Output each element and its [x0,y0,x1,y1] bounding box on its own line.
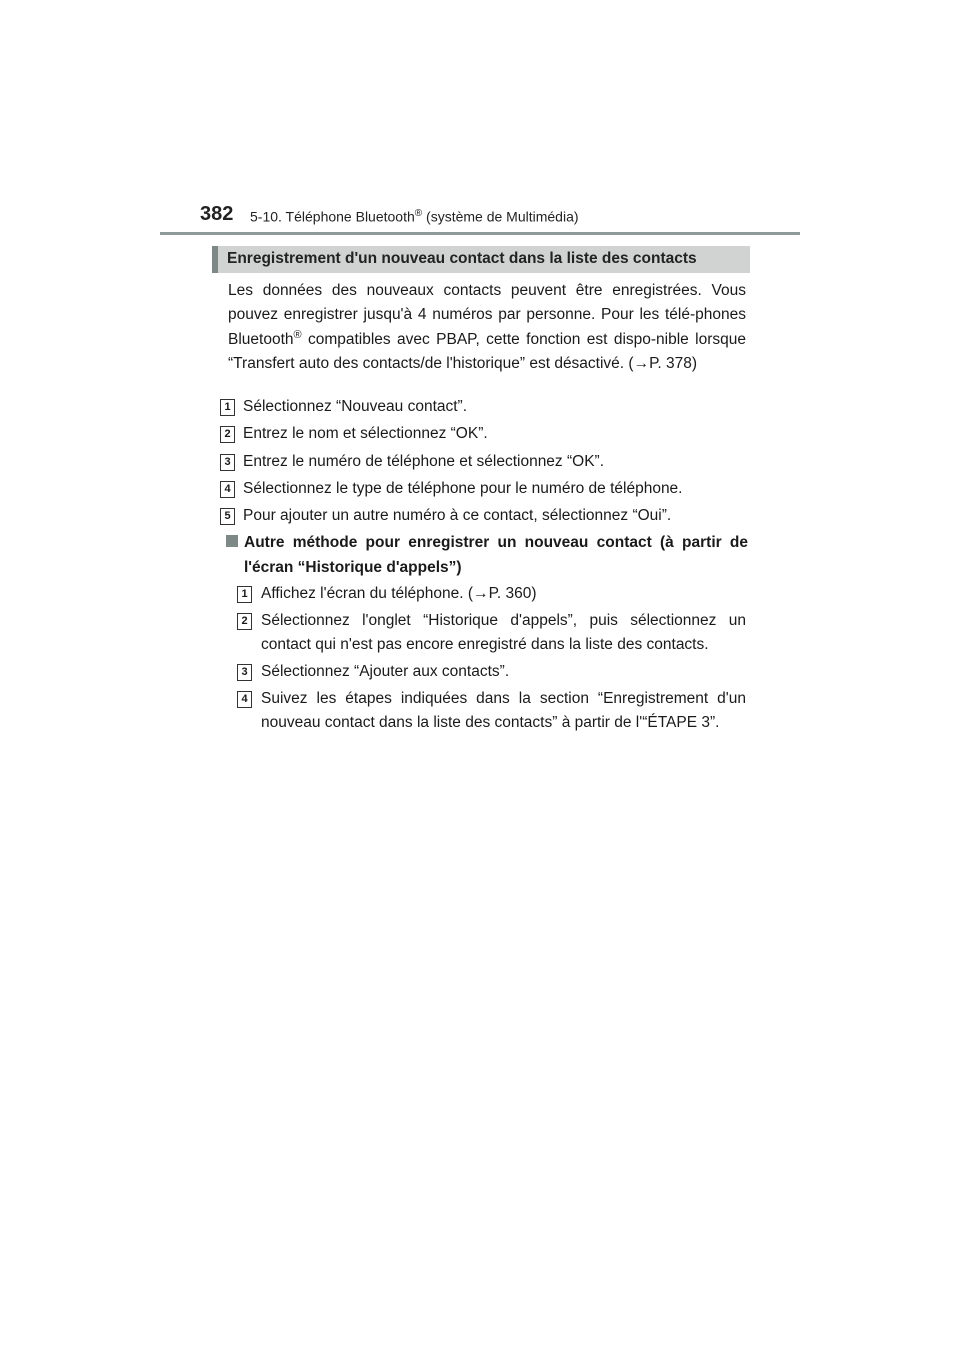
step-text: Sélectionnez le type de téléphone pour le numéro de téléphone. [243,480,683,497]
step-text: Entrez le nom et sélectionnez “OK”. [243,425,488,442]
registered-mark: ® [414,208,423,219]
heading-bar [212,246,750,273]
step-number-badge: 3 [220,454,235,471]
arrow-icon: → [633,354,650,372]
arrow-icon: → [473,585,489,602]
intro-part3: P. 378) [649,354,698,372]
step-number-badge: 5 [220,508,235,525]
step-number-badge: 2 [237,613,252,630]
intro-paragraph [228,279,746,376]
step-text: Sélectionnez “Ajouter aux contacts”. [261,663,510,680]
step-text: Suivez les étapes indiquées dans la section “Enregistrement d'un nouveau contact dans la liste des contacts” à partir de l'“ÉTAPE 3”. [261,690,746,731]
step-number-badge: 1 [220,399,235,416]
step-number-badge: 4 [220,481,235,498]
intro-part1: Les données des nouveaux contacts peuvent être enregistrées. Vous pouvez enregistrer jusqu'à 4 numéros par personne. Pour les télé-phones Bluetooth [228,282,746,348]
subheading [226,531,748,580]
section-title-prefix: 5-10. Téléphone Bluetooth [250,208,415,225]
intro-part2: compatibles avec PBAP, cette fonction est dispo-nible lorsque “Transfert auto des contacts/de l'historique” est désactivé. ( [228,330,746,372]
step-text [261,582,537,606]
section-title-suffix: (système de Multimédia) [422,208,579,225]
step-text: Entrez le numéro de téléphone et sélectionnez “OK”. [243,453,605,470]
section-title [250,208,579,225]
step-text: Sélectionnez l'onglet “Historique d'appels”, puis sélectionnez un contact qui n'est pas encore enregistré dans la liste des contacts. [261,612,746,653]
step-number-badge: 1 [237,586,252,603]
step-number-badge: 4 [237,691,252,708]
substep-text-a: Affichez l'écran du téléphone. ( [261,585,474,602]
step-number-badge: 2 [220,426,235,443]
step-text: Pour ajouter un autre numéro à ce contact, sélectionnez “Oui”. [243,507,672,524]
step-number-badge: 3 [237,664,252,681]
step-text: Sélectionnez “Nouveau contact”. [243,398,468,415]
heading-text: Enregistrement d'un nouveau contact dans la liste des contacts [227,250,697,267]
square-bullet-icon [226,535,238,547]
intro-registered-mark: ® [293,328,302,341]
subheading-text: Autre méthode pour enregistrer un nouveau contact (à partir de l'écran “Historique d'appels”) [244,534,748,576]
header-rule [160,232,800,235]
substep-text-b: P. 360) [488,585,537,602]
page-number: 382 [200,203,234,225]
